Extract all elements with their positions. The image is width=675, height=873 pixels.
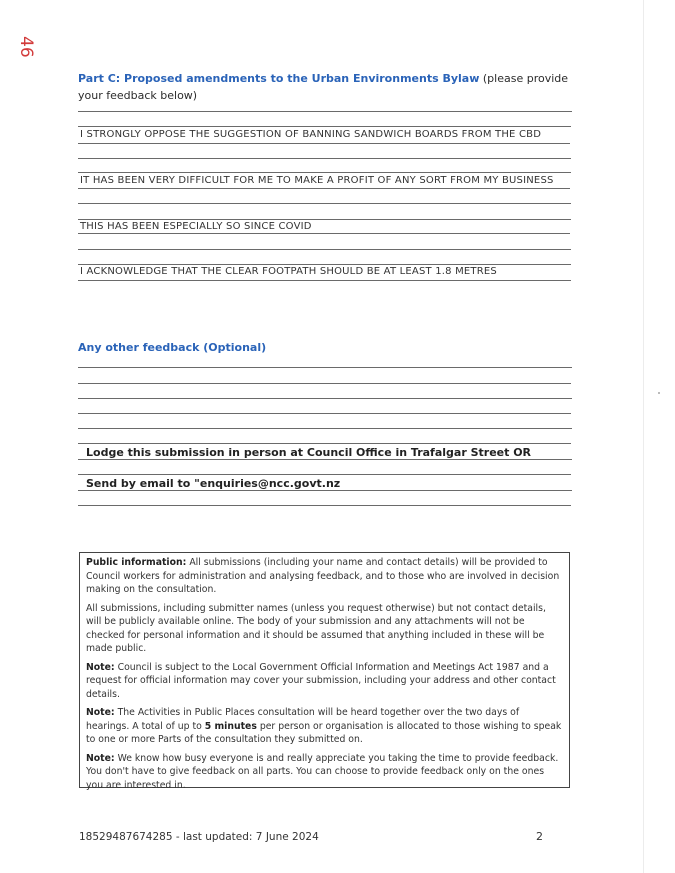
feedback-line: [78, 474, 571, 475]
public-information-box: [79, 552, 570, 791]
note-label: Note:: [86, 752, 115, 764]
answer-line: [78, 172, 571, 173]
answer-line: [78, 126, 571, 127]
answer-line: [78, 233, 570, 234]
note-label: Note:: [86, 661, 115, 673]
part-c-title-rest: (please provide your feedback below): [78, 72, 569, 102]
feedback-line: [78, 367, 572, 368]
other-feedback-title-text: Any other feedback (Optional): [78, 341, 267, 354]
feedback-line: [78, 490, 572, 491]
other-feedback-title: [78, 339, 578, 356]
lgoima-note: [86, 661, 563, 702]
answer-line: [78, 203, 571, 204]
hearings-note-text-b: per person or organisation is allocated to those wishing to speak to one or more Parts of the consultation they submitted on.: [86, 720, 562, 745]
feedback-line: [78, 428, 572, 429]
feedback-line: [78, 443, 571, 444]
email-instruction: Send by email to "enquiries@ncc.govt.nz: [86, 477, 341, 490]
part-c-title: [78, 70, 578, 104]
answer-text-1: I STRONGLY OPPOSE THE SUGGESTION OF BANNING SANDWICH BOARDS FROM THE CBD: [80, 129, 542, 140]
feedback-line: [78, 459, 572, 460]
feedback-line: [78, 398, 572, 399]
answer-line: [78, 280, 571, 281]
scan-speck: [658, 392, 660, 394]
answer-text-4: I ACKNOWLEDGE THAT THE CLEAR FOOTPATH SHOULD BE AT LEAST 1.8 METRES: [80, 266, 497, 277]
answer-line: [78, 158, 571, 159]
document-id-footer: 18529487674285 - last updated: 7 June 2024: [79, 831, 319, 843]
part-c-title-bold: Part C: Proposed amendments to the Urban Environments Bylaw: [78, 72, 480, 85]
note-label: Note:: [86, 707, 115, 718]
feedback-line: [78, 413, 571, 414]
hearings-note-text-a: The Activities in Public Places consultation will be heard together over the two days of hearings. A total of up to: [86, 707, 520, 732]
appreciation-note-text: We know how busy everyone is and really appreciate you taking the time to provide feedback. You don't have to give feedback on all parts. You can choose to provide feedback only on the ones you are interested in.: [86, 752, 559, 791]
feedback-line: [78, 383, 571, 384]
hearings-note: [86, 706, 563, 747]
answer-text-2: IT HAS BEEN VERY DIFFICULT FOR ME TO MAKE A PROFIT OF ANY SORT FROM MY BUSINESS: [80, 175, 554, 186]
public-information-text: All submissions (including your name and contact details) will be provided to Council workers for administration and analysing feedback, and to those who are involved in decision making on the consultation.: [86, 557, 560, 595]
page-number: 2: [536, 830, 543, 843]
page-number-stamp: 46: [16, 36, 36, 58]
answer-line: [78, 264, 571, 265]
speaking-time: 5 minutes: [204, 720, 257, 732]
public-information-paragraph: [86, 556, 563, 597]
public-information-label: Public information:: [86, 557, 187, 568]
lodge-instruction: Lodge this submission in person at Council Office in Trafalgar Street OR: [86, 446, 532, 459]
online-publication-paragraph: All submissions, including submitter names (unless you request otherwise) but not contact details, will be publicly available online. The body of your submission and any attachments will not be checked for personal information and it should be assumed that anything included in these will be made public.: [86, 602, 546, 654]
feedback-line: [78, 505, 571, 506]
lgoima-note-text: Council is subject to the Local Government Official Information and Meetings Act 1987 and a request for official information may cover your submission, including your address and other contact details.: [86, 661, 556, 700]
answer-line: [78, 249, 571, 250]
scan-edge-line: [643, 0, 644, 873]
answer-line: [78, 111, 572, 112]
answer-text-3: THIS HAS BEEN ESPECIALLY SO SINCE COVID: [80, 221, 312, 232]
answer-line: [78, 188, 570, 189]
appreciation-note: [86, 752, 563, 793]
answer-line: [78, 219, 571, 220]
answer-line: [78, 143, 570, 144]
